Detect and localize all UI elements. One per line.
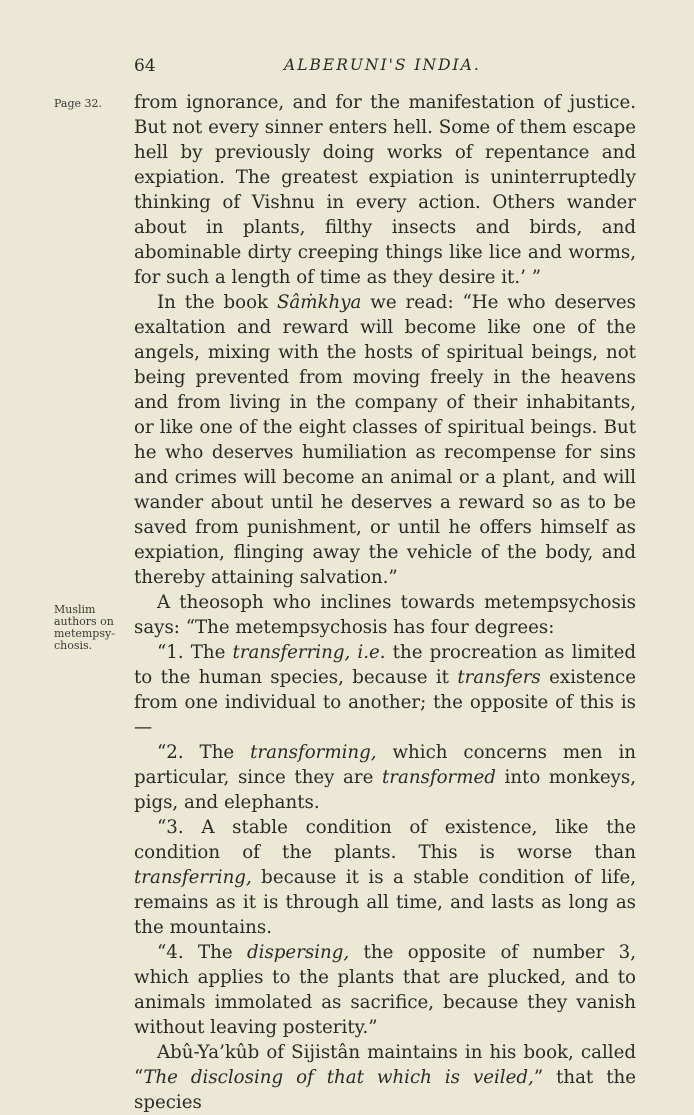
- paragraph: [134, 640, 636, 740]
- italic-run: The disclosing of that which is veiled,: [143, 1067, 534, 1088]
- text-run: “4. The: [157, 942, 247, 963]
- italic-run: Sâṁkhya: [276, 292, 362, 313]
- text-run: Abû-Ya’kûb of Sijistân maintains in his book, called “: [134, 1042, 636, 1088]
- margin-note-muslim-authors: [54, 604, 115, 652]
- paragraph: [134, 290, 636, 590]
- paragraph: [134, 740, 636, 815]
- italic-run: transferring, i.e.: [232, 642, 386, 663]
- italic-run: transformed: [381, 767, 496, 788]
- margin-note-line: Muslim: [54, 603, 96, 616]
- text-run: A theosoph who inclines towards metempsychosis says: “The metempsychosis has four degrees:: [134, 592, 636, 638]
- text-run: In the book: [157, 292, 277, 313]
- page-header: [134, 56, 636, 80]
- text-run: from ignorance, and for the manifestation of justice. But not every sinner enters hell. Some of them escape hell by previously doing works of repentance and expiation. The greatest expiation is uninterruptedly thinking of Vishnu in every action. Others wander about in plants, filthy insects and birds, and abominable dirty creeping things like lice and worms, for such a length of time as they desire it.’ ”: [134, 92, 636, 288]
- text-run: we read: “He who deserves exaltation and reward will become like one of the angels, mixing with the hosts of spiritual beings, not being prevented from moving freely in the heavens and from living in the company of their inhabitants, or like one of the eight classes of spiritual beings. But he who deserves humiliation as recompense for sins and crimes will become an animal or a plant, and will wander about until he deserves a reward so as to be saved from punishment, or until he offers himself as expiation, flinging away the vehicle of the body, and thereby attaining salvation.”: [134, 292, 637, 588]
- margin-note-line: chosis.: [54, 639, 93, 652]
- running-head: ALBERUNI'S INDIA.: [284, 56, 481, 74]
- italic-run: transfers: [457, 667, 541, 688]
- body-text: [134, 90, 636, 1115]
- text-run: into monkeys, pigs, and elephants.: [134, 767, 637, 813]
- paragraph: [134, 90, 636, 290]
- margin-note-page-ref: Page 32.: [54, 97, 103, 110]
- text-run: because it is a stable condition of life, remains as it is through all time, and lasts as long as the mountains.: [134, 867, 636, 938]
- italic-run: dispersing,: [247, 942, 350, 963]
- text-run: the opposite of number 3, which applies to the plants that are plucked, and to animals immolated as sacrifice, because they vanish without leaving posterity.”: [134, 942, 637, 1038]
- italic-run: transferring,: [134, 867, 252, 888]
- italic-run: transforming,: [250, 742, 377, 763]
- text-run: “3. A stable condition of existence, like the condition of the plants. This is worse than: [134, 817, 636, 863]
- margin-note-line: authors on: [54, 615, 114, 628]
- paragraph: [134, 590, 636, 640]
- text-run: which concerns men in particular, since they are: [134, 742, 636, 788]
- margin-note-line: metempsy-: [54, 627, 115, 640]
- paragraph: [134, 1040, 636, 1115]
- text-run: “2. The: [157, 742, 251, 763]
- text-run: the procreation as limited to the human species, because it: [134, 642, 637, 688]
- page-number: 64: [134, 56, 156, 76]
- paragraph: [134, 815, 636, 940]
- text-run: “1. The: [157, 642, 233, 663]
- text-run: ” that the species: [134, 1067, 636, 1113]
- text-run: existence from one individual to another; the opposite of this is—: [134, 667, 636, 738]
- paragraph: [134, 940, 636, 1040]
